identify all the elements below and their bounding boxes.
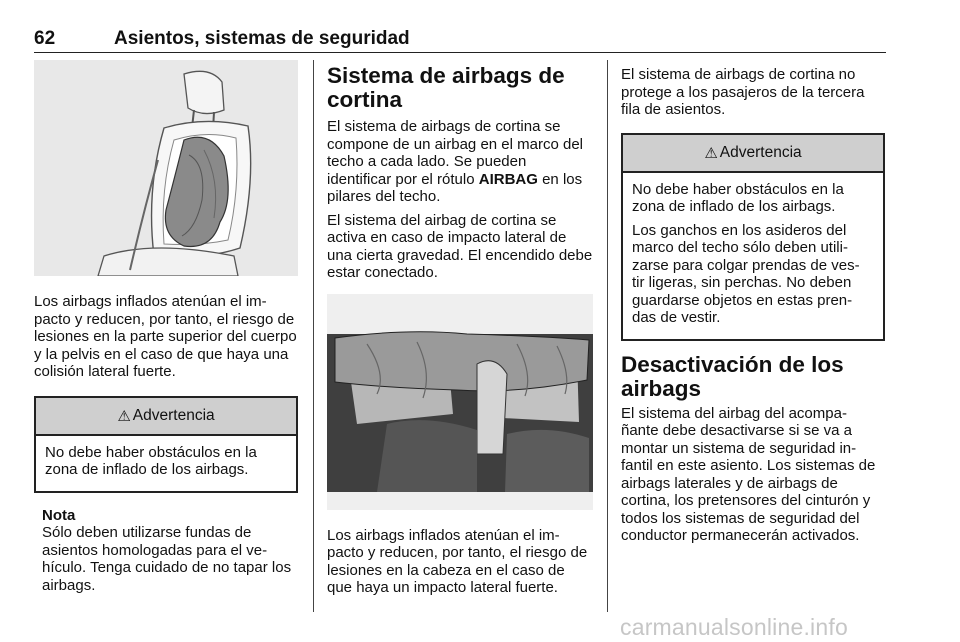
page-number: 62 xyxy=(34,28,56,49)
page-header xyxy=(34,28,886,53)
warning-box xyxy=(34,396,298,493)
section-heading: Desactivación de los airbags xyxy=(621,351,844,401)
page-title: Asientos, sistemas de seguridad xyxy=(114,28,410,49)
warning-title: Advertencia xyxy=(719,143,802,161)
deactivation-text: El sistema del airbag del acompa- ñante debe desactivarse si se va a montar un sistema de seguridad in- fantil en este asiento. Los sistemas de airbags laterales y de airbags de cortina, los pretensores del cinturón y todos los sistemas de seguridad del conductor permanecerán activados. xyxy=(621,404,876,544)
warning-triangle-icon: ⚠ xyxy=(704,144,718,162)
warning-triangle-icon: ⚠ xyxy=(117,407,131,425)
warning-text: No debe haber obstáculos en la zona de inflado de los airbags. xyxy=(45,443,257,478)
airbag-label: AIRBAG xyxy=(478,170,538,188)
column-right xyxy=(621,60,887,545)
column-divider xyxy=(313,60,314,612)
warning-title: Advertencia xyxy=(132,406,215,424)
warning-header xyxy=(623,135,883,173)
third-row-note: El sistema de airbags de cortina no protege a los pasajeros de la tercera fila de asientos. xyxy=(621,66,865,118)
warning-box xyxy=(621,133,885,341)
curtain-airbag-caption: Los airbags inflados atenúan el im- pacto y reducen, por tanto, el riesgo de lesiones en la cabeza en el caso de que haya un impacto lateral fuerte. xyxy=(327,526,588,596)
column-middle xyxy=(327,60,593,597)
watermark: carmanualsonline.info xyxy=(620,614,848,640)
curtain-airbag-activation: El sistema del airbag de cortina se activa en caso de impacto lateral de una cierta gravedad. El encendido debe estar conectado. xyxy=(327,211,593,281)
note-text: Sólo deben utilizarse fundas de asientos homologadas para el ve- hículo. Tenga cuidado de no tapar los airbags. xyxy=(42,524,292,594)
note-title: Nota xyxy=(42,506,76,524)
warning-text: Los ganchos en los asideros del marco del techo sólo deben utili- zarse para colgar prendas de ves- tir ligeras, sin perchas. No deben guardarse objetos en estas pren- das de vestir. xyxy=(632,221,860,326)
column-left xyxy=(34,60,298,594)
seat-side-airbag-illustration xyxy=(34,60,298,276)
column-divider xyxy=(607,60,608,612)
section-heading: Sistema de airbags de cortina xyxy=(327,63,565,112)
warning-header xyxy=(36,398,296,436)
curtain-airbag-intro: El sistema de airbags de cortina se compone de un airbag en el marco del techo a cada lado. Se pueden identificar por el rótulo AIRBAG en los pilares del techo. xyxy=(327,118,583,205)
warning-text: No debe haber obstáculos en la zona de inflado de los airbags. xyxy=(632,180,844,215)
airbag-description: Los airbags inflados atenúan el im- pacto y reducen, por tanto, el riesgo de lesiones en la parte superior del cuerpo y la pelvis en el caso de que haya una colisión lateral fuerte. xyxy=(34,293,297,380)
curtain-airbag-photo xyxy=(327,294,593,510)
